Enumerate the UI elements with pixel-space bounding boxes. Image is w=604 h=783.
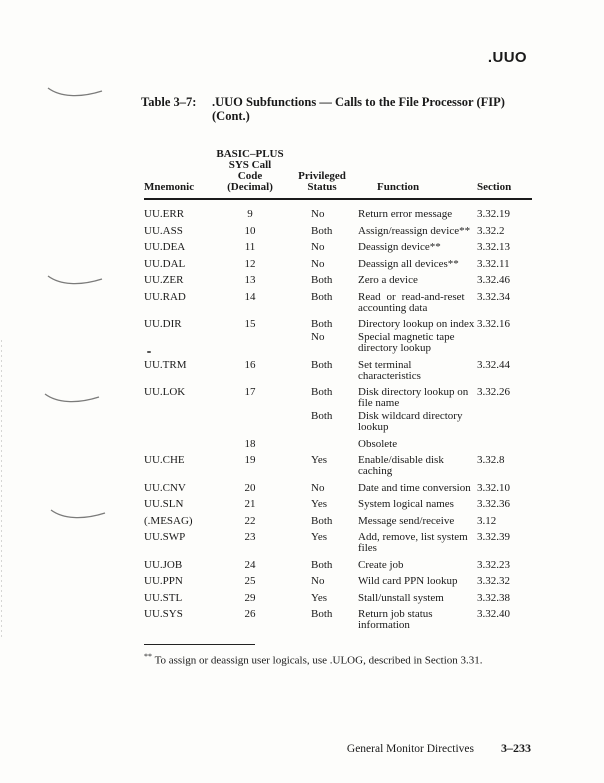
function-cell	[358, 292, 477, 314]
function-line: Deassign all devices**	[358, 257, 459, 270]
function-cell	[358, 516, 477, 527]
status-cell: No	[311, 208, 325, 220]
code-cell: 22	[244, 514, 256, 527]
table-row	[144, 516, 532, 527]
mnemonic-cell: UU.DEA	[144, 241, 186, 253]
entry-row	[286, 439, 477, 450]
function-line: Return error message	[358, 208, 453, 220]
code-cell: 21	[244, 498, 256, 510]
function-line: Deassign device**	[358, 241, 441, 253]
mnemonic-cell	[144, 439, 214, 450]
table-row	[144, 226, 532, 237]
code-cell: 14	[244, 290, 256, 303]
entry-row	[286, 226, 477, 237]
mnemonic-cell: UU.ZER	[144, 274, 184, 286]
section-cell: 3.32.32	[477, 575, 510, 587]
status-cell: Yes	[311, 498, 328, 510]
entries-cell	[286, 609, 477, 631]
section-cell: 3.32.40	[477, 608, 510, 620]
function-cell	[358, 532, 477, 554]
function-line: Disk wildcard directory	[358, 410, 463, 422]
function-line: characteristics	[358, 369, 421, 382]
function-line: Add, remove, list system	[358, 531, 468, 543]
header-code-line: SYS Call	[228, 159, 272, 171]
function-line: Special magnetic tape	[358, 331, 455, 343]
status-cell: No	[311, 331, 325, 343]
scan-artifact-dot	[147, 351, 151, 353]
entry-row	[286, 576, 477, 587]
function-line: file name	[358, 397, 400, 409]
footnote-marker: **	[144, 652, 152, 661]
function-line: Zero a device	[358, 274, 418, 286]
status-cell: No	[311, 241, 325, 253]
table-row	[144, 455, 532, 477]
entry-row	[286, 455, 477, 477]
function-line: Stall/unstall system	[358, 591, 444, 604]
code-cell: 29	[244, 591, 256, 604]
function-cell	[358, 332, 477, 354]
status-cell: Both	[311, 410, 333, 422]
entries-cell	[286, 439, 477, 450]
status-cell: Both	[311, 318, 333, 330]
code-cell: 26	[244, 608, 256, 620]
section-cell: 3.32.23	[477, 558, 510, 571]
function-cell	[358, 387, 477, 409]
entry-row	[286, 360, 477, 382]
entry-row	[286, 242, 477, 253]
running-head: .UUO	[487, 49, 527, 66]
code-cell: 19	[244, 454, 256, 466]
code-cell: 10	[244, 224, 256, 237]
status-cell: Yes	[311, 454, 328, 466]
margin-scan-mark	[43, 390, 101, 406]
mnemonic-cell: UU.DIR	[144, 318, 182, 330]
section-cell	[477, 439, 532, 450]
function-line: information	[358, 619, 410, 631]
status-cell: Both	[311, 290, 333, 303]
status-cell: Both	[311, 386, 333, 398]
code-cell: 24	[244, 558, 256, 571]
code-cell: 20	[244, 481, 256, 494]
footer-chapter-title: General Monitor Directives	[346, 743, 474, 755]
function-cell	[358, 319, 477, 330]
entry-row	[286, 259, 477, 270]
code-cell: 9	[247, 208, 253, 220]
scan-edge-artifact	[1, 340, 2, 640]
code-cell: 16	[244, 358, 256, 371]
entries-cell	[286, 319, 477, 354]
function-cell	[358, 242, 477, 253]
entry-row	[286, 275, 477, 286]
header-status-line: Status	[307, 181, 337, 193]
section-cell: 3.32.38	[477, 591, 510, 604]
table-title-line1: .UUO Subfunctions — Calls to the File Processor (FIP)	[212, 95, 505, 109]
function-line: System logical names	[358, 498, 454, 510]
margin-scan-mark	[49, 506, 107, 522]
section-cell: 3.32.39	[477, 531, 510, 543]
status-cell	[286, 439, 358, 450]
entries-cell	[286, 455, 477, 477]
header-code-line: BASIC–PLUS	[216, 148, 284, 160]
function-cell	[358, 209, 477, 220]
function-cell	[358, 275, 477, 286]
section-cell: 3.32.46	[477, 274, 510, 286]
header-section: Section	[477, 181, 512, 193]
mnemonic-cell: UU.ERR	[144, 208, 185, 220]
entries-cell	[286, 209, 477, 220]
entries-cell	[286, 259, 477, 270]
header-code-line: (Decimal)	[227, 181, 273, 193]
mnemonic-cell: UU.RAD	[144, 290, 186, 303]
header-sys-call-code	[214, 149, 286, 193]
status-cell: No	[311, 481, 325, 494]
function-line: Message send/receive	[358, 514, 455, 527]
status-cell: Both	[311, 558, 333, 571]
table-title-line2: (Cont.)	[212, 109, 250, 123]
function-line: Directory lookup on index	[358, 318, 475, 330]
function-line: Obsolete	[358, 437, 398, 450]
entry-row	[286, 499, 477, 510]
table-row	[144, 560, 532, 571]
table-header-row	[144, 149, 532, 193]
status-cell: Both	[311, 274, 333, 286]
entries-cell	[286, 292, 477, 314]
table-row	[144, 319, 532, 354]
status-cell: Yes	[311, 531, 328, 543]
function-line: Assign/reassign device**	[358, 224, 471, 237]
section-cell: 3.32.26	[477, 386, 510, 398]
status-cell: Both	[311, 514, 333, 527]
function-line: Create job	[358, 558, 404, 571]
mnemonic-cell: UU.TRM	[144, 358, 187, 371]
table-body	[144, 200, 532, 631]
function-line: directory lookup	[358, 342, 432, 354]
entry-row	[286, 387, 477, 409]
entries-cell	[286, 516, 477, 527]
function-line: Read or read-and-reset	[358, 290, 465, 303]
code-cell: 13	[244, 274, 256, 286]
entries-cell	[286, 387, 477, 433]
entry-row	[286, 411, 477, 433]
entry-row	[286, 319, 477, 330]
status-cell: No	[311, 575, 325, 587]
function-line: accounting data	[358, 301, 428, 314]
header-code-line: Code	[237, 170, 263, 182]
entry-row	[286, 560, 477, 571]
status-cell: Both	[311, 608, 333, 620]
mnemonic-cell: (.MESAG)	[144, 514, 193, 527]
table-row	[144, 209, 532, 220]
status-cell: Both	[311, 224, 333, 237]
function-cell	[358, 226, 477, 237]
entries-cell	[286, 499, 477, 510]
mnemonic-cell: UU.PPN	[144, 575, 183, 587]
page-footer	[347, 741, 531, 756]
table-row	[144, 275, 532, 286]
mnemonic-cell: UU.SYS	[144, 608, 183, 620]
section-cell: 3.32.2	[477, 224, 505, 237]
footnote	[144, 651, 483, 667]
margin-scan-mark	[46, 84, 104, 100]
entry-row	[286, 292, 477, 314]
footer-page-number: 3–233	[501, 741, 531, 755]
mnemonic-cell: UU.STL	[144, 591, 183, 604]
table-row	[144, 499, 532, 510]
mnemonic-cell: UU.ASS	[144, 224, 183, 237]
table-row	[144, 576, 532, 587]
entries-cell	[286, 532, 477, 554]
status-cell: Both	[311, 358, 333, 371]
code-cell: 12	[244, 257, 256, 270]
entry-row	[286, 532, 477, 554]
table-row	[144, 609, 532, 631]
code-cell: 17	[244, 386, 256, 398]
entry-row	[286, 332, 477, 354]
footnote-rule	[144, 644, 255, 645]
entries-cell	[286, 483, 477, 494]
entries-cell	[286, 242, 477, 253]
section-cell: 3.32.19	[477, 208, 510, 220]
header-privileged-status	[286, 171, 358, 193]
footnote-text: To assign or deassign user logicals, use .ULOG, described in Section 3.31.	[154, 654, 483, 667]
mnemonic-cell: UU.SWP	[144, 531, 186, 543]
entries-cell	[286, 576, 477, 587]
mnemonic-cell: UU.LOK	[144, 386, 186, 398]
function-cell	[358, 259, 477, 270]
table-row	[144, 532, 532, 554]
mnemonic-cell: UU.CHE	[144, 454, 185, 466]
table-row	[144, 360, 532, 382]
code-cell: 11	[244, 241, 256, 253]
function-line: Set terminal	[358, 358, 412, 371]
function-cell	[358, 576, 477, 587]
table-row	[144, 387, 532, 433]
function-cell	[358, 560, 477, 571]
function-line: Disk directory lookup on	[358, 386, 469, 398]
function-line: Date and time conversion	[358, 481, 471, 494]
function-cell	[358, 499, 477, 510]
function-cell	[358, 483, 477, 494]
table-row	[144, 483, 532, 494]
table-row	[144, 593, 532, 604]
mnemonic-cell: UU.SLN	[144, 498, 184, 510]
table-row	[144, 292, 532, 314]
code-cell: 25	[244, 575, 256, 587]
section-cell: 3.32.34	[477, 290, 510, 303]
section-cell: 3.32.8	[477, 454, 505, 466]
mnemonic-cell: UU.JOB	[144, 558, 183, 571]
entries-cell	[286, 560, 477, 571]
function-cell	[358, 609, 477, 631]
function-line: Wild card PPN lookup	[358, 575, 458, 587]
mnemonic-cell: UU.DAL	[144, 257, 186, 270]
header-function: Function	[377, 181, 420, 193]
code-cell: 23	[244, 531, 256, 543]
code-cell: 15	[244, 318, 256, 330]
function-line: lookup	[358, 421, 389, 433]
entries-cell	[286, 275, 477, 286]
function-cell	[358, 411, 477, 433]
table-row	[144, 242, 532, 253]
section-cell: 3.32.44	[477, 358, 510, 371]
header-mnemonic: Mnemonic	[144, 181, 195, 193]
table-row	[144, 439, 532, 450]
table-title-text	[212, 95, 541, 123]
function-cell	[358, 455, 477, 477]
entries-cell	[286, 593, 477, 604]
function-line: files	[358, 542, 377, 554]
mnemonic-cell: UU.CNV	[144, 481, 186, 494]
section-cell: 3.32.11	[477, 257, 510, 270]
uuo-subfunctions-table	[144, 149, 532, 637]
entry-row	[286, 609, 477, 631]
entries-cell	[286, 360, 477, 382]
table-title	[141, 95, 541, 123]
table-row	[144, 259, 532, 270]
entry-row	[286, 209, 477, 220]
function-cell	[358, 360, 477, 382]
entry-row	[286, 516, 477, 527]
table-title-label: Table 3–7:	[141, 95, 197, 109]
section-cell: 3.12	[477, 514, 497, 527]
status-cell: Yes	[311, 591, 328, 604]
section-cell: 3.32.36	[477, 498, 510, 510]
status-cell: No	[311, 257, 325, 270]
section-cell: 3.32.16	[477, 318, 510, 330]
function-line: Enable/disable disk	[358, 454, 444, 466]
margin-scan-mark	[46, 272, 104, 288]
function-line: Return job status	[358, 608, 433, 620]
section-cell: 3.32.10	[477, 481, 510, 494]
function-cell	[358, 593, 477, 604]
function-cell	[358, 439, 477, 450]
function-line: caching	[358, 465, 393, 477]
section-cell: 3.32.13	[477, 241, 510, 253]
entry-row	[286, 483, 477, 494]
header-status-line: Privileged	[298, 170, 346, 182]
code-cell: 18	[244, 437, 256, 450]
entry-row	[286, 593, 477, 604]
entries-cell	[286, 226, 477, 237]
